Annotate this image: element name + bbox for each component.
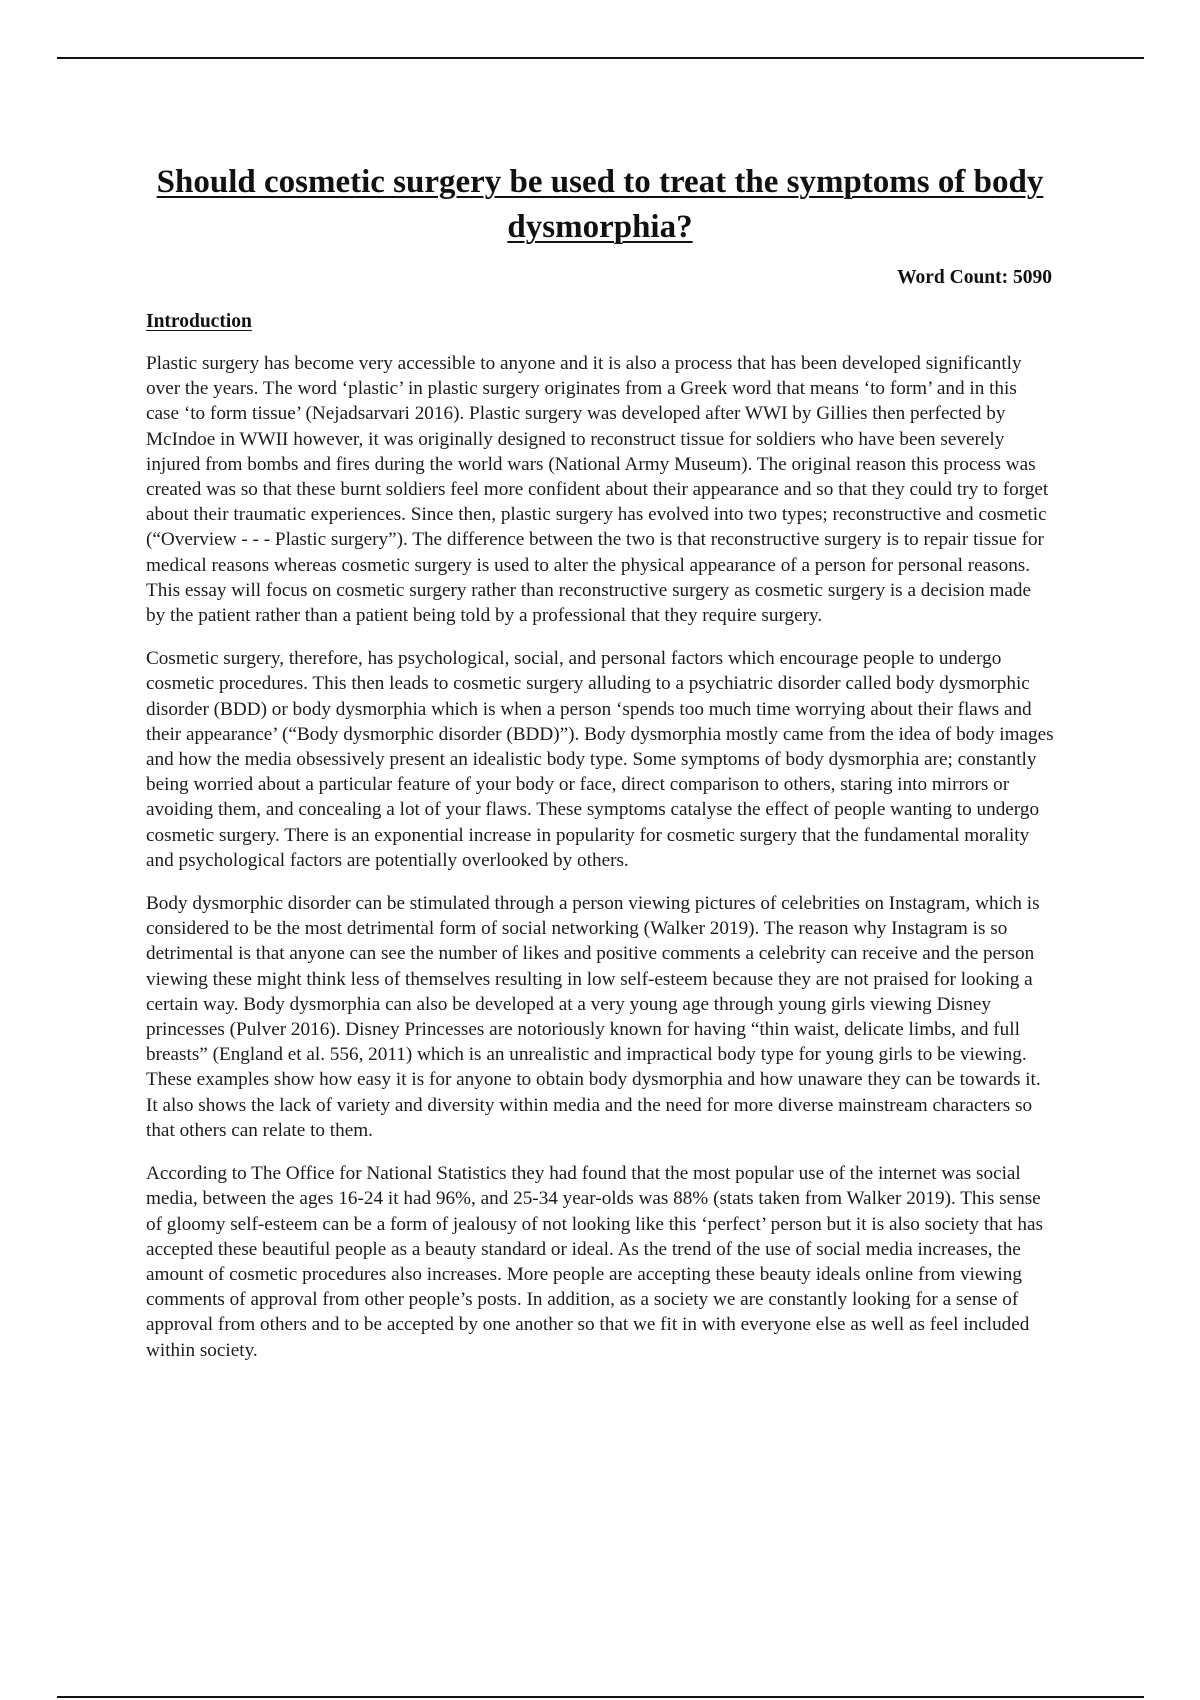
paragraph-4: According to The Office for National Statistics they had found that the most popular use of the internet was social media, between the ages 16-24 it had 96%, and 25-34 year-olds was 88% (stats taken from Walker 2019). This sense of gloomy self-esteem can be a form of jealousy of not looking like this ‘perfect’ person but it is also society that has accepted these beautiful people as a beauty standard or ideal. As the trend of the use of social media increases, the amount of cosmetic procedures also increases. More people are accepting these beauty ideals online from viewing comments of approval from other people’s posts. In addition, as a society we are constantly looking for a sense of approval from others and to be accepted by one another so that we fit in with everyone else as well as feel included within society.: [146, 1163, 1043, 1361]
paragraph-3: Body dysmorphic disorder can be stimulated through a person viewing pictures of celebrities on Instagram, which is considered to be the most detrimental form of social networking (Walker 2019). The reason why Instagram is so detrimental is that anyone can see the number of likes and positive comments a celebrity can receive and the person viewing these might think less of themselves resulting in low self-esteem because they are not praised for looking a certain way. Body dysmorphia can also be developed at a very young age through young girls viewing Disney princesses (Pulver 2016). Disney Princesses are notoriously known for having “thin waist, delicate limbs, and full breasts” (England et al. 556, 2011) which is an unrealistic and impractical body type for young girls to be viewing. These examples show how easy it is for anyone to obtain body dysmorphia and how unaware they can be towards it. It also shows the lack of variety and diversity within media and the need for more diverse mainstream characters so that others can relate to them.: [146, 893, 1041, 1141]
paragraph-2: Cosmetic surgery, therefore, has psychological, social, and personal factors which encourage people to undergo cosmetic procedures. This then leads to cosmetic surgery alluding to a psychiatric disorder called body dysmorphic disorder (BDD) or body dysmorphia which is when a person ‘spends too much time worrying about their flaws and their appearance’ (“Body dysmorphic disorder (BDD)”). Body dysmorphia mostly came from the idea of body images and how the media obsessively present an idealistic body type. Some symptoms of body dysmorphia are; constantly being worried about a particular feature of your body or face, direct comparison to others, staring into mirrors or avoiding them, and concealing a lot of your flaws. These symptoms catalyse the effect of people wanting to undergo cosmetic surgery. There is an exponential increase in popularity for cosmetic surgery that the fundamental morality and psychological factors are potentially overlooked by others.: [146, 648, 1054, 871]
document-title: Should cosmetic surgery be used to treat the symptoms of body dysmorphia?: [156, 164, 1044, 245]
top-rule: [57, 57, 1144, 59]
section-heading-introduction: Introduction: [146, 311, 252, 332]
bottom-rule: [57, 1696, 1144, 1698]
word-count: Word Count: 5090: [897, 267, 1052, 288]
document-body: [146, 351, 1054, 1363]
document-page: [146, 160, 1054, 1363]
paragraph-1: Plastic surgery has become very accessible to anyone and it is also a process that has been developed significantly over the years. The word ‘plastic’ in plastic surgery originates from a Greek word that means ‘to form’ and in this case ‘to form tissue’ (Nejadsarvari 2016). Plastic surgery was developed after WWI by Gillies then perfected by McIndoe in WWII however, it was originally designed to reconstruct tissue for soldiers who have been severely injured from bombs and fires during the world wars (National Army Museum). The original reason this process was created was so that these burnt soldiers feel more confident about their appearance and so that they could try to forget about their traumatic experiences. Since then, plastic surgery has evolved into two types; reconstructive and cosmetic (“Overview - - - Plastic surgery”). The difference between the two is that reconstructive surgery is to repair tissue for medical reasons whereas cosmetic surgery is used to alter the physical appearance of a person for personal reasons. This essay will focus on cosmetic surgery rather than reconstructive surgery as cosmetic surgery is a decision made by the patient rather than a patient being told by a professional that they require surgery.: [146, 353, 1049, 627]
